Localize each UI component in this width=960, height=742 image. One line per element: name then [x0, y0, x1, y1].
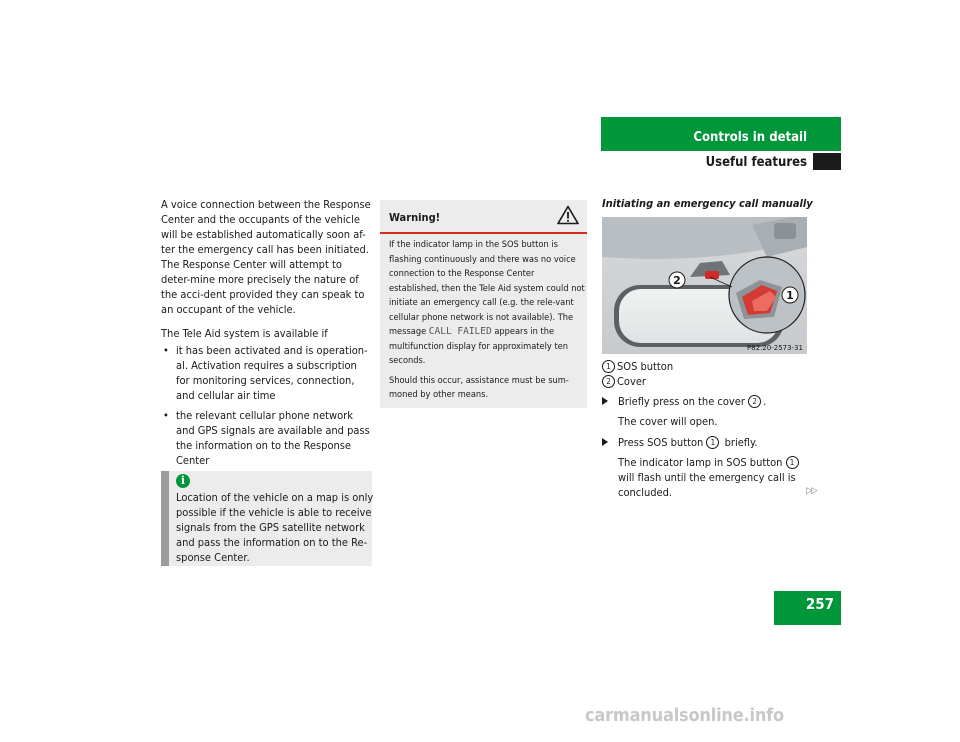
step-arrow-icon: [602, 438, 608, 446]
info-box-bar: [161, 471, 169, 566]
circle-number-1: 1: [786, 456, 799, 469]
paragraph-availability: The Tele Aid system is available if: [161, 327, 328, 340]
step-press-cover-result: The cover will open.: [618, 415, 718, 428]
photo-code: P82.20-2573-31: [746, 344, 803, 352]
step-press-sos: Press SOS button 1 briefly. The indicator lamp in SOS button 1 will flash until the emergency call is concluded.: [602, 435, 812, 500]
bullet-list: [161, 343, 371, 468]
circle-number-2: 2: [748, 395, 761, 408]
emergency-call-heading: Initiating an emergency call manually: [602, 197, 813, 210]
photo-label-2: 2: [673, 274, 681, 287]
paragraph-voice-connection: A voice connection between the Response Center and the occupants of the vehicle will be established automatically soon af-ter the emergency call has been initiated. The Response Center will attempt to deter-mine more precisely the nature of the acci-dent provided they can speak to an occupant of the vehicle.: [161, 198, 371, 316]
sos-button-photo: [602, 217, 807, 354]
warning-body: [389, 238, 585, 403]
step-press-cover: Briefly press on the cover 2 . The cover will open.: [602, 394, 812, 429]
warning-code: CALL FAILED: [428, 326, 492, 337]
warning-text-2: appears in the multifunction display for approximately ten seconds.: [389, 326, 569, 366]
continued-arrows-icon: ▷▷: [806, 486, 817, 496]
info-box: [161, 471, 372, 566]
warning-title: Warning!: [389, 211, 441, 224]
circle-number-1: 1: [602, 360, 615, 373]
bullet-activated: • it has been activated and is operation-al. Activation requires a subscription for monitoring services, connection, and cellular air time: [161, 343, 371, 403]
warning-text-3: Should this occur, assistance must be sum-moned by other means.: [389, 374, 569, 400]
info-text: Location of the vehicle on a map is only possible if the vehicle is able to receive signals from the GPS satellite network and pass the information on to the Re-sponse Center.: [176, 491, 374, 564]
info-icon: i: [176, 474, 190, 488]
bullet-network: • the relevant cellular phone network and GPS signals are available and pass the information on to the Response Center: [161, 408, 371, 468]
circle-number-2: 2: [602, 375, 615, 388]
photo-label-1: 1: [786, 289, 794, 302]
step-press-sos-result: The indicator lamp in SOS button 1 will flash until the emergency call is concluded.: [602, 455, 812, 500]
caption-cover: 2 Cover: [602, 374, 812, 389]
watermark: carmanualsonline.info: [585, 705, 784, 726]
section-title: Controls in detail: [693, 130, 807, 145]
warning-triangle-icon: [557, 205, 579, 225]
caption-sos-button: 1 SOS button: [602, 359, 812, 374]
header-black-tab: [813, 153, 841, 170]
section-subtitle: Useful features: [705, 155, 807, 170]
warning-text-1: If the indicator lamp in the SOS button is flashing continuously and there was no voice connection to the Response Center established, then the Tele Aid system could not initiate an emergency call (e.g. the rele-vant cellular phone network is not available). The message: [389, 239, 585, 337]
page-number: 257: [805, 595, 834, 613]
step-arrow-icon: [602, 397, 608, 405]
circle-number-1: 1: [706, 436, 719, 449]
warning-box: [380, 200, 587, 408]
warning-divider: [380, 232, 587, 234]
